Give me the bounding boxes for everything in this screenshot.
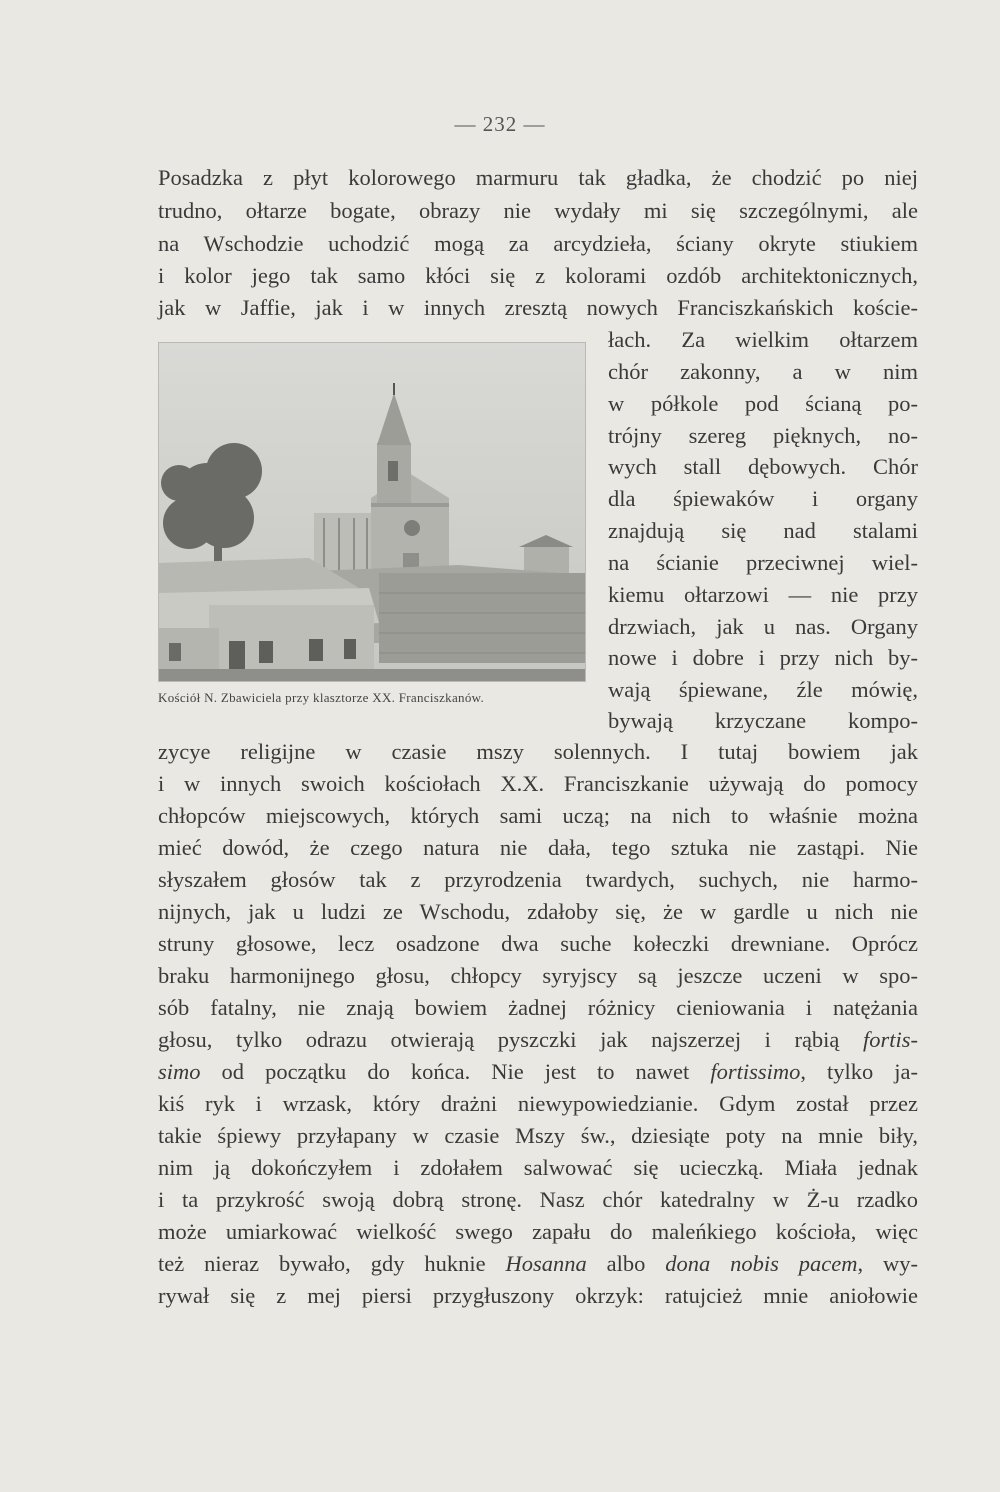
text-line: dla śpiewaków i organy bbox=[608, 486, 918, 511]
figure-caption: Kościół N. Zbawiciela przy klasztorze XX. Franciszkanów. bbox=[158, 690, 485, 705]
text-line: rywał się z mej piersi przygłuszony okrzyk: ratujcież mnie aniołowie bbox=[158, 1283, 918, 1308]
church-photograph bbox=[158, 342, 586, 682]
text-line: bywają krzyczane kompo- bbox=[608, 708, 918, 733]
text-line: braku harmonijnego głosu, chłopcy syryjscy są jeszcze uczeni w spo- bbox=[158, 963, 918, 988]
text-line: wają śpiewane, źle mówię, bbox=[608, 677, 918, 702]
text-line: i ta przykrość swoją dobrą stronę. Nasz chór katedralny w Ż-u rzadko bbox=[158, 1187, 918, 1212]
text-line: może umiarkować wielkość swego zapału do maleńkiego kościoła, więc bbox=[158, 1219, 918, 1244]
text-line: jak w Jaffie, jak i w innych zresztą nowych Franciszkańskich koście- bbox=[158, 295, 918, 320]
text-line: chór zakonny, a w nim bbox=[608, 359, 918, 384]
text-run: , tylko ja- bbox=[800, 1059, 919, 1084]
text-line: łach. Za wielkim ołtarzem bbox=[608, 327, 918, 352]
text-line: nijnych, jak u ludzi ze Wschodu, zdałoby się, że w gardle u nich nie bbox=[158, 899, 918, 924]
text-line: nim ją dokończyłem i zdołałem salwować się ucieczką. Miała jednak bbox=[158, 1155, 918, 1180]
text-line: wych stall dębowych. Chór bbox=[608, 454, 918, 479]
italic-text: fortis- bbox=[862, 1027, 918, 1052]
italic-text: simo bbox=[158, 1059, 201, 1084]
text-line: w półkole pod ścianą po- bbox=[608, 391, 918, 416]
text-line: sób fatalny, nie znają bowiem żadnej różnicy cieniowania i natężania bbox=[158, 995, 918, 1020]
text-run: , wy- bbox=[857, 1251, 918, 1276]
italic-text: Hosanna bbox=[505, 1251, 587, 1276]
text-line bbox=[158, 1249, 918, 1279]
text-line: na Wschodzie uchodzić mogą za arcydzieła, ściany okryte stiukiem bbox=[158, 231, 918, 256]
text-run: od początku do końca. Nie jest to nawet bbox=[200, 1059, 711, 1084]
text-line: słyszałem głosów tak z przyrodzenia twardych, suchych, nie harmo- bbox=[158, 867, 918, 892]
text-line: Posadzka z płyt kolorowego marmuru tak gładka, że chodzić po niej bbox=[158, 165, 918, 190]
italic-text: dona nobis pacem bbox=[665, 1251, 858, 1276]
text-line bbox=[158, 1025, 918, 1055]
text-line bbox=[158, 1057, 918, 1087]
text-run: głosu, tylko odrazu otwierają pyszczki jak najszerzej i rąbią bbox=[158, 1027, 863, 1052]
text-line: mieć dowód, że czego natura nie dała, tego sztuka nie zastąpi. Nie bbox=[158, 835, 918, 860]
text-line: trudno, ołtarze bogate, obrazy nie wydały mi się szczególnymi, ale bbox=[158, 198, 918, 223]
text-line: kiś ryk i wrzask, który drażni niewypowiedzianie. Gdym został przez bbox=[158, 1091, 918, 1116]
text-run: też nieraz bywało, gdy huknie bbox=[158, 1251, 506, 1276]
text-line: chłopców miejscowych, których sami uczą; na nich to właśnie można bbox=[158, 803, 918, 828]
text-line: znajdują się nad stalami bbox=[608, 518, 918, 543]
page-number: — 232 — bbox=[454, 112, 546, 136]
text-line: takie śpiewy przyłapany w czasie Mszy św., dziesiąte poty na mnie biły, bbox=[158, 1123, 918, 1148]
text-line: i kolor jego tak samo kłóci się z kolorami ozdób architektonicznych, bbox=[158, 263, 918, 288]
text-line: na ścianie przeciwnej wiel- bbox=[608, 550, 918, 575]
text-line: zycye religijne w czasie mszy solennych. I tutaj bowiem jak bbox=[158, 739, 918, 764]
text-line: i w innych swoich kościołach X.X. Franciszkanie używają do pomocy bbox=[158, 771, 918, 796]
text-run: albo bbox=[586, 1251, 666, 1276]
text-line: struny głosowe, lecz osadzone dwa suche kołeczki drewniane. Oprócz bbox=[158, 931, 918, 956]
text-line: kiemu ołtarzowi — nie przy bbox=[608, 582, 918, 607]
church-illustration bbox=[159, 343, 585, 681]
text-line: trójny szereg pięknych, no- bbox=[608, 423, 918, 448]
text-line: drzwiach, jak u nas. Organy bbox=[608, 614, 918, 639]
text-line: nowe i dobre i przy nich by- bbox=[608, 645, 918, 670]
italic-text: fortissimo bbox=[710, 1059, 801, 1084]
